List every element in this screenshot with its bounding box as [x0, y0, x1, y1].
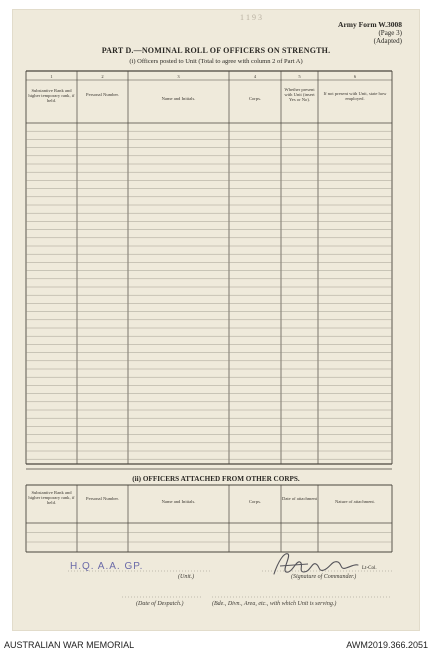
col-number-4: 4 — [253, 74, 257, 79]
credit-bar — [0, 637, 432, 653]
form-adapted-note: (Adapted) — [373, 37, 402, 45]
col-number-3: 3 — [177, 74, 180, 79]
header-rank: Substantive Rank and higher temporary rank, if held. — [28, 88, 75, 104]
form-page — [12, 9, 420, 631]
section2-header-nature: Nature of attachment. — [335, 499, 375, 504]
section2-header-date: Date of attachment — [282, 496, 317, 501]
section2-title: (ii) OFFICERS ATTACHED FROM OTHER CORPS. — [132, 475, 300, 483]
signature-label: (Signature of Commander.) — [291, 574, 357, 580]
signature-suffix: Lt-Col. — [362, 566, 377, 571]
header-name: Name and Initials. — [161, 96, 196, 101]
credit-accession: AWM2019.366.2051 — [346, 640, 428, 650]
section2-header-personal-number: Personal Number. — [86, 496, 119, 501]
header-corps: Corps. — [248, 96, 262, 101]
section2-header-corps: Corps. — [248, 499, 262, 504]
col-number-6: 6 — [353, 74, 357, 79]
col-number-1: 1 — [50, 74, 53, 79]
section2-header-name: Name and Initials. — [161, 499, 196, 504]
col-number-5: 5 — [298, 74, 301, 79]
despatch-label: (Date of Despatch.) — [136, 601, 184, 607]
unit-label: (Unit.) — [178, 574, 195, 580]
part-title: PART D.—NOMINAL ROLL OF OFFICERS ON STRENGTH. — [101, 46, 331, 55]
form-page-number: (Page 3) — [378, 29, 402, 37]
col-number-2: 2 — [101, 74, 104, 79]
header-employed: If not present with Unit, state how employed. — [323, 91, 387, 102]
unit-stamp: H.Q. A.A. GP. — [70, 561, 144, 572]
header-present: Whether present with Unit (insert Yes or No). — [284, 87, 315, 103]
section2-header-rank: Substantive Rank and higher temporary rank, if held. — [28, 490, 75, 506]
pencil-mark: 1 1 9 3 — [240, 13, 262, 22]
header-personal-number: Personal Number. — [86, 92, 119, 97]
credit-source: AUSTRALIAN WAR MEMORIAL — [4, 640, 135, 650]
form-number: Army Form W.3008 — [338, 20, 402, 29]
bde-label: (Bde., Divn., Area, etc., with which Unit is serving.) — [212, 601, 337, 607]
section1-subtitle: (i) Officers posted to Unit (Total to agree with column 2 of Part A) — [129, 58, 303, 65]
